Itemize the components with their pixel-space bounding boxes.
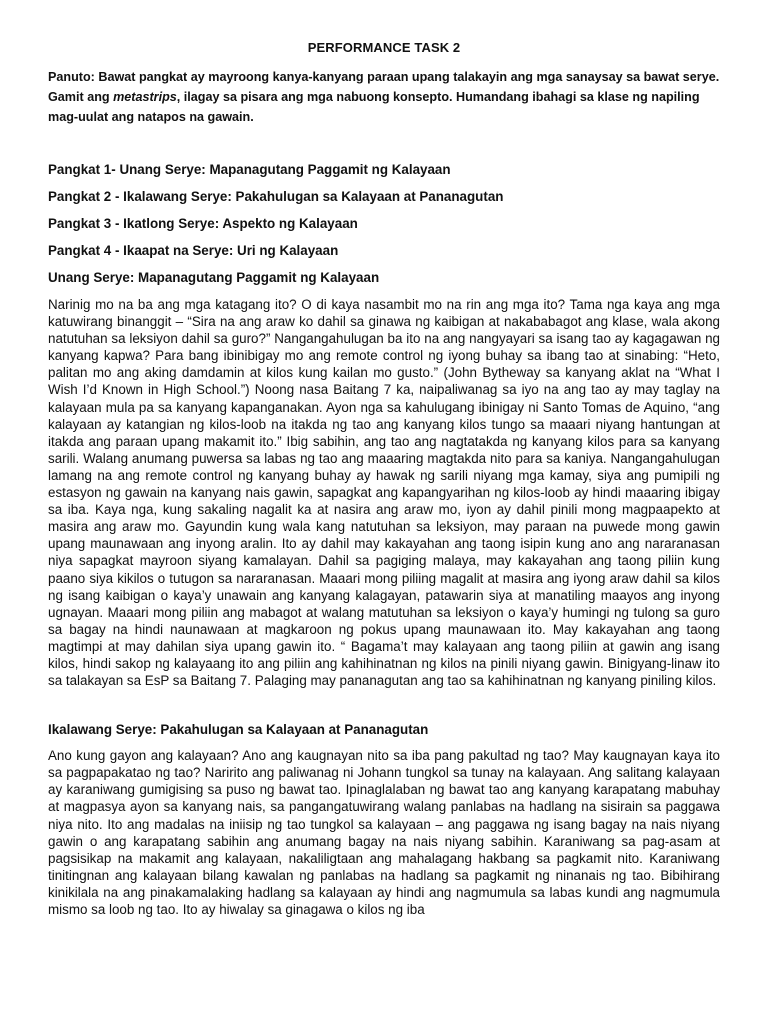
group-assignment-4: Pangkat 4 - Ikaapat na Serye: Uri ng Kalayaan (48, 243, 339, 258)
group-assignment-1: Pangkat 1- Unang Serye: Mapanagutang Paggamit ng Kalayaan (48, 162, 451, 177)
section-body-2: Ano kung gayon ang kalayaan? Ano ang kaugnayan nito sa iba pang pakultad ng tao? May kaugnayan kaya ito sa pagpapakatao ng tao? Naririto ang paliwanag ni Johann tungkol sa tunay na kalayaan. Ang salitang kalayaan ay karaniwang gumigising sa puso ng bawat tao. Ipinaglalaban ng bawat tao ang kanyang karapatang mabuhay at magpasya ayon sa kanyang nais, sa pangangatuwirang walang panlabas na hadlang na sisirain sa paggawa niya nito. Ito ang madalas na iniisip ng tao tungkol sa kalayaan – ang paggawa ng isang bagay na nais niyang gawin o ang karapatang sabihin ang anumang bagay na nais niyang sabihin. Karaniwang sa pag-asam at pagsisikap na makamit ang kalayaan, nakaliligtaan ang mahalagang hakbang sa pagkamit nito. Karaniwang tinitingnan ang kalayaan bilang kawalan ng panlabas na hadlang sa pagkamit ng ninanais ng tao. Bibihirang kinikilala na ang pinakamalaking hadlang sa kalayaan ay hindi ang nagmumula sa labas kundi ang nagmumula mismo sa loob ng tao. Ito ay hiwalay sa ginagawa o kilos ng iba (48, 748, 720, 917)
section-heading-2: Ikalawang Serye: Pakahulugan sa Kalayaan at Pananagutan (48, 722, 429, 738)
section-spacer (48, 689, 720, 721)
instructions-emphasis: metastrips (113, 90, 177, 104)
section-body-1: Narinig mo na ba ang mga katagang ito? O di kaya nasambit mo na rin ang mga ito? Tama nga kaya ang mga katuwirang binanggit – “Sira na ang araw ko dahil sa ginawa ng kaibigan at nakababagot ang klase, wala akong natutuhan sa leksiyon dahil sa guro?” Nangangahulugan ba ito na ang nangyayari sa isang tao ay kagagawan ng kanyang kapwa? Para bang ibinibigay mo ang remote control ng iyong buhay sa ibang tao at sinabing: “Heto, palitan mo ang aking damdamin at kilos kung kailan mo gusto.” (John Bytheway sa kanyang aklat na “What I Wish I’d Known in High School.”) Noong nasa Baitang 7 ka, naipaliwanag sa iyo na ang tao ay may taglay na kalayaan mula pa sa kanyang kapanganakan. Ayon nga sa kahulugang ibinigay ni Santo Tomas de Aquino, “ang kalayaan ay katangian ng kilos-loob na itakda ng tao ang kanyang kilos tungo sa maaari niyang hantungan at itakda ang paraan upang makamit ito.” Ibig sabihin, ang tao ang nagtatakda ng kanyang kilos para sa kanyang sarili. Walang anumang puwersa sa labas ng tao ang maaaring magtakda nito para sa kaniya. Nangangahulugan lamang na ang remote control ng kanyang buhay ay hawak ng sarili niyang mga kamay, siya ang pumipili ng estasyon ng gawain na kanyang nais gawin, sapagkat ang kapangyarihan ng kilos-loob ay hindi maaaring ibigay sa iba. Kaya nga, kung sakaling nagalit ka at nasira ang araw mo, iyon ay dahil pinili mong magpaapekto at masira ang araw mo. Gayundin kung wala kang natutuhan sa leksiyon, may paraan na puwede mong gawin upang maunawaan ang inyong aralin. Ito ay dahil may kakayahan ang taong isipin kung ano ang nararanasan niya sapagkat mayroon siyang kamalayan. Dahil sa pagiging malaya, may kakayahan ang taong piliin kung paano siya kikilos o tutugon sa nararanasan. Maaari mong piliing magalit at masira ang iyong araw dahil sa kilos ng isang kaibigan o kaya’y unawain ang kanyang kalagayan, patawarin siya at manatiling maayos ang inyong ugnayan. Maaari mong piliin ang mabagot at walang matutuhan sa leksiyon o kaya’y humingi ng tulong sa guro sa bagay na hindi naunawaan at magkaroon ng pokus upang maunawaan ito. May kakayahan ang taong magtimpi at may dahilan siya upang gawin ito. “ Bagama’t may kalayaan ang taong piliin at gawin ang isang kilos, hindi sakop ng kalayaang ito ang piliin ang kahihinatnan ng kilos na pinili niyang gawin. Binigyang-linaw ito sa talakayan sa EsP sa Baitang 7. Palaging may pananagutan ang tao sa kahihinatnan ng kanyang piniling kilos. (48, 297, 720, 689)
section-heading-1: Unang Serye: Mapanagutang Paggamit ng Kalayaan (48, 270, 380, 285)
instructions-text-1: Panuto: Bawat pangkat ay mayroong kanya-kanyang paraan upang talakayin ang mga sanaysay sa bawat serye. Gamit ang (48, 70, 720, 104)
instructions-text-2: , ilagay sa pisara ang mga nabuong konsepto. Humandang ibahagi sa klase ng napiling mag-uulat ang natapos na gawain. (48, 90, 700, 124)
group-assignment-3: Pangkat 3 - Ikatlong Serye: Aspekto ng Kalayaan (48, 216, 358, 231)
group-assignment-2: Pangkat 2 - Ikalawang Serye: Pakahulugan sa Kalayaan at Pananagutan (48, 189, 504, 204)
document-title: PERFORMANCE TASK 2 (307, 40, 461, 55)
instructions-paragraph (48, 67, 720, 127)
